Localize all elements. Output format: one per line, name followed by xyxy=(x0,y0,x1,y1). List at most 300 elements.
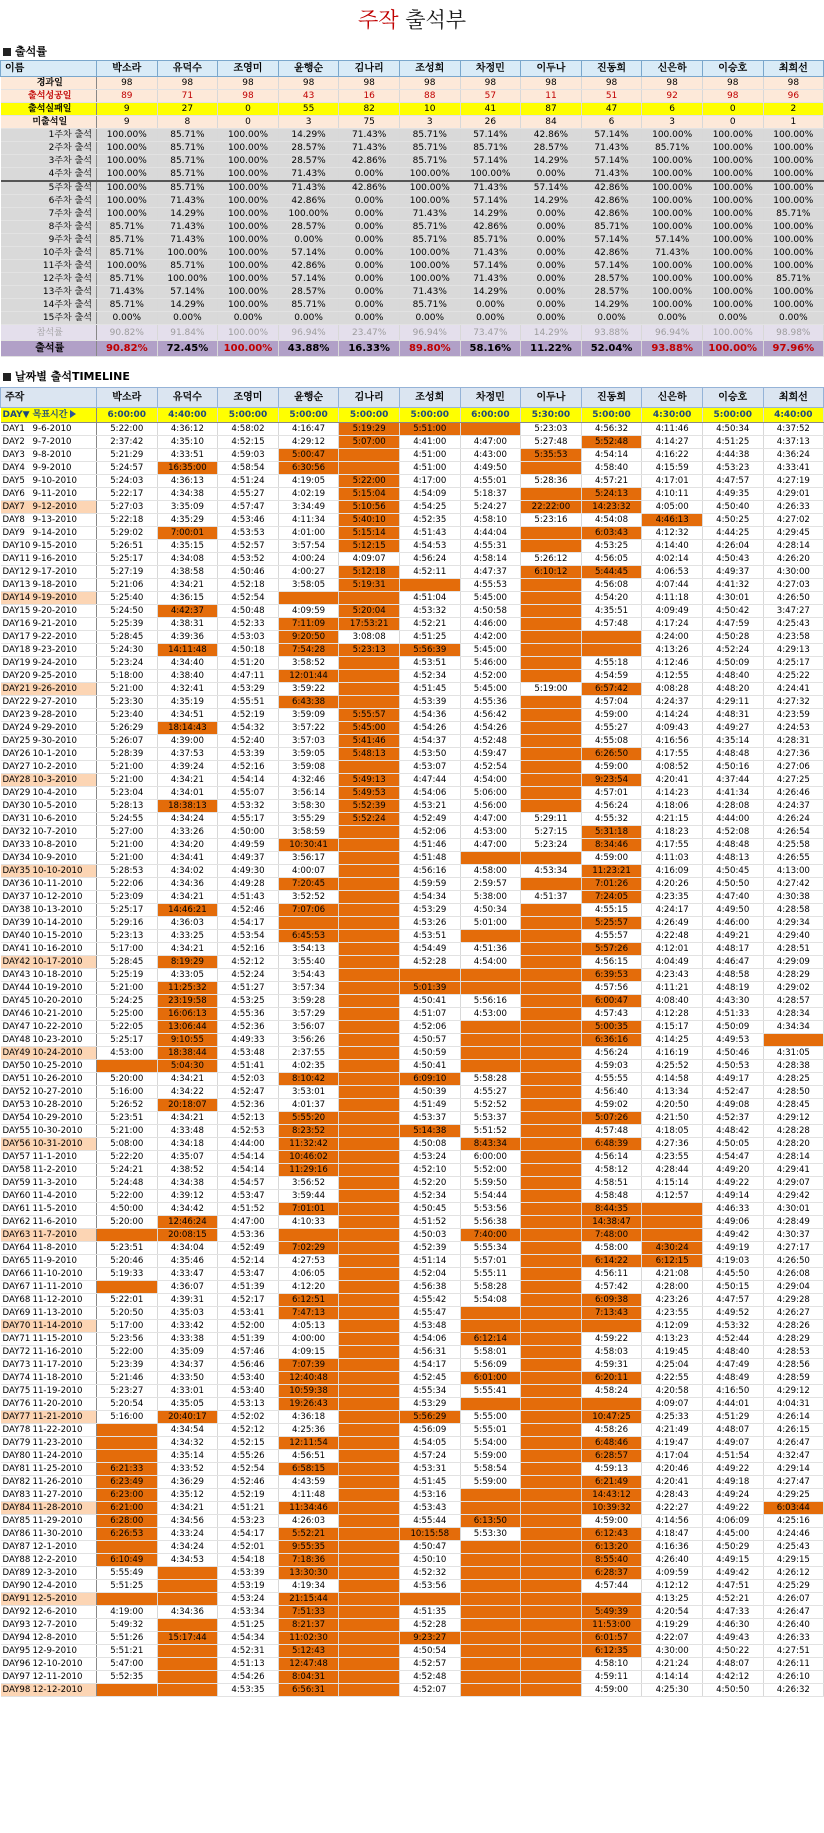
time-cell[interactable]: 5:22:06 xyxy=(97,878,158,891)
week-cell[interactable]: 100.00% xyxy=(642,181,703,195)
time-cell[interactable]: 12:47:48 xyxy=(278,1658,339,1671)
day-label[interactable] xyxy=(1,1645,97,1658)
time-cell[interactable] xyxy=(460,1021,521,1034)
summary-cell[interactable]: 57 xyxy=(460,90,521,103)
time-cell[interactable]: 5:24:30 xyxy=(97,644,158,657)
time-cell[interactable]: 4:54:25 xyxy=(399,501,460,514)
time-cell[interactable] xyxy=(339,1203,400,1216)
time-cell[interactable]: 21:15:44 xyxy=(278,1593,339,1606)
time-cell[interactable]: 4:20:58 xyxy=(642,1385,703,1398)
time-cell[interactable]: 5:57:01 xyxy=(460,1255,521,1268)
time-cell[interactable] xyxy=(521,657,582,670)
time-cell[interactable]: 4:11:21 xyxy=(642,982,703,995)
time-cell[interactable]: 4:52:33 xyxy=(218,618,279,631)
week-label[interactable]: 11주차 출석 xyxy=(1,260,97,273)
time-cell[interactable] xyxy=(521,1398,582,1411)
time-cell[interactable]: 4:50:03 xyxy=(399,1229,460,1242)
time-cell[interactable]: 4:29:04 xyxy=(763,1281,824,1294)
time-cell[interactable]: 4:57:42 xyxy=(581,1281,642,1294)
time-cell[interactable]: 4:52:49 xyxy=(218,1242,279,1255)
time-cell[interactable]: 5:24:27 xyxy=(460,501,521,514)
time-cell[interactable]: 5:22:01 xyxy=(97,1294,158,1307)
time-cell[interactable]: 4:59:47 xyxy=(460,748,521,761)
time-cell[interactable]: 4:52:39 xyxy=(399,1242,460,1255)
time-cell[interactable] xyxy=(521,1593,582,1606)
time-cell[interactable]: 5:49:13 xyxy=(339,774,400,787)
row-label[interactable]: 미출석일 xyxy=(1,116,97,129)
time-cell[interactable]: 7:11:09 xyxy=(278,618,339,631)
time-cell[interactable] xyxy=(521,1528,582,1541)
time-cell[interactable] xyxy=(339,1385,400,1398)
summary-cell[interactable]: 2 xyxy=(763,103,824,116)
time-cell[interactable] xyxy=(339,1502,400,1515)
time-cell[interactable]: 4:32:46 xyxy=(278,774,339,787)
day-label[interactable] xyxy=(1,449,97,462)
week-cell[interactable]: 100.00% xyxy=(763,142,824,155)
time-cell[interactable]: 4:51:20 xyxy=(218,657,279,670)
time-cell[interactable] xyxy=(521,917,582,930)
day-label[interactable] xyxy=(1,865,97,878)
time-cell[interactable]: 4:12:12 xyxy=(642,1580,703,1593)
day-label[interactable] xyxy=(1,579,97,592)
time-cell[interactable]: 5:28:39 xyxy=(97,748,158,761)
time-cell[interactable] xyxy=(339,839,400,852)
time-cell[interactable]: 4:54:26 xyxy=(399,722,460,735)
time-cell[interactable]: 4:06:09 xyxy=(702,1515,763,1528)
time-cell[interactable] xyxy=(521,1268,582,1281)
time-cell[interactable]: 4:29:34 xyxy=(763,917,824,930)
day-label[interactable] xyxy=(1,1060,97,1073)
time-cell[interactable]: 4:34:34 xyxy=(763,1021,824,1034)
time-cell[interactable]: 4:26:49 xyxy=(642,917,703,930)
time-cell[interactable]: 5:22:05 xyxy=(97,1021,158,1034)
time-cell[interactable]: 4:25:36 xyxy=(278,1424,339,1437)
time-cell[interactable]: 4:46:00 xyxy=(702,917,763,930)
time-cell[interactable]: 3:47:27 xyxy=(763,605,824,618)
time-cell[interactable]: 4:51:52 xyxy=(218,1203,279,1216)
time-cell[interactable]: 4:53:47 xyxy=(218,1268,279,1281)
time-cell[interactable]: 4:20:46 xyxy=(642,1463,703,1476)
time-cell[interactable]: 4:51:13 xyxy=(218,1658,279,1671)
time-cell[interactable]: 4:58:51 xyxy=(581,1177,642,1190)
time-cell[interactable]: 4:57:46 xyxy=(218,1346,279,1359)
time-cell[interactable]: 4:51:49 xyxy=(399,1099,460,1112)
time-cell[interactable]: 4:34:54 xyxy=(157,1424,218,1437)
time-cell[interactable]: 4:09:59 xyxy=(642,1567,703,1580)
time-cell[interactable]: 4:49:33 xyxy=(218,1034,279,1047)
week-cell[interactable]: 100.00% xyxy=(399,260,460,273)
time-cell[interactable] xyxy=(460,1047,521,1060)
week-cell[interactable]: 0.00% xyxy=(339,299,400,312)
time-cell[interactable] xyxy=(521,722,582,735)
week-cell[interactable]: 85.71% xyxy=(157,142,218,155)
participation-cell[interactable]: 100.00% xyxy=(218,325,279,341)
time-cell[interactable]: 5:28:45 xyxy=(97,956,158,969)
time-cell[interactable]: 4:34:01 xyxy=(157,787,218,800)
time-cell[interactable]: 7:54:28 xyxy=(278,644,339,657)
time-cell[interactable]: 4:43:30 xyxy=(702,995,763,1008)
name-header[interactable]: 박소라 xyxy=(97,388,158,408)
time-cell[interactable]: 4:12:55 xyxy=(642,670,703,683)
attendance-total-cell[interactable]: 16.33% xyxy=(339,341,400,357)
time-cell[interactable]: 4:27:02 xyxy=(763,514,824,527)
time-cell[interactable]: 4:14:14 xyxy=(642,1671,703,1684)
time-cell[interactable]: 4:53:29 xyxy=(399,1398,460,1411)
time-cell[interactable] xyxy=(763,1034,824,1047)
time-cell[interactable]: 4:28:20 xyxy=(763,1138,824,1151)
time-cell[interactable]: 4:30:37 xyxy=(763,1229,824,1242)
time-cell[interactable]: 4:34:32 xyxy=(157,1437,218,1450)
time-cell[interactable]: 5:26:07 xyxy=(97,735,158,748)
time-cell[interactable]: 4:49:52 xyxy=(702,1307,763,1320)
name-header[interactable]: 조영미 xyxy=(218,388,279,408)
time-cell[interactable]: 4:53:29 xyxy=(399,904,460,917)
time-cell[interactable]: 9:23:54 xyxy=(581,774,642,787)
name-header[interactable]: 이두나 xyxy=(521,61,582,77)
attendance-total-cell[interactable]: 72.45% xyxy=(157,341,218,357)
time-cell[interactable] xyxy=(521,774,582,787)
time-cell[interactable]: 4:52:10 xyxy=(399,1164,460,1177)
time-cell[interactable]: 4:34:56 xyxy=(157,1515,218,1528)
time-cell[interactable]: 4:53:00 xyxy=(97,1047,158,1060)
time-cell[interactable]: 4:50:00 xyxy=(218,826,279,839)
time-cell[interactable]: 4:14:24 xyxy=(642,709,703,722)
time-cell[interactable]: 4:53:19 xyxy=(218,1580,279,1593)
time-cell[interactable]: 4:54:53 xyxy=(399,540,460,553)
time-cell[interactable]: 4:50:28 xyxy=(702,631,763,644)
time-cell[interactable] xyxy=(521,1619,582,1632)
time-cell[interactable]: 4:47:40 xyxy=(702,891,763,904)
time-cell[interactable]: 4:52:45 xyxy=(399,1372,460,1385)
time-cell[interactable]: 8:10:42 xyxy=(278,1073,339,1086)
time-cell[interactable]: 4:23:35 xyxy=(642,891,703,904)
time-cell[interactable] xyxy=(460,852,521,865)
time-cell[interactable]: 4:27:53 xyxy=(278,1255,339,1268)
week-cell[interactable]: 100.00% xyxy=(702,273,763,286)
time-cell[interactable]: 5:21:00 xyxy=(97,761,158,774)
time-cell[interactable] xyxy=(97,1424,158,1437)
time-cell[interactable]: 4:34:36 xyxy=(157,1606,218,1619)
time-cell[interactable]: 4:34:24 xyxy=(157,1541,218,1554)
time-cell[interactable]: 4:57:43 xyxy=(581,1008,642,1021)
time-cell[interactable]: 4:13:00 xyxy=(763,865,824,878)
time-cell[interactable] xyxy=(339,1567,400,1580)
time-cell[interactable]: 4:57:56 xyxy=(581,982,642,995)
time-cell[interactable]: 4:44:25 xyxy=(702,527,763,540)
time-cell[interactable]: 4:52:00 xyxy=(460,670,521,683)
week-cell[interactable]: 100.00% xyxy=(218,299,279,312)
week-cell[interactable]: 57.14% xyxy=(581,234,642,247)
time-cell[interactable]: 4:04:49 xyxy=(642,956,703,969)
week-cell[interactable]: 100.00% xyxy=(642,299,703,312)
time-cell[interactable]: 4:58:54 xyxy=(218,462,279,475)
time-cell[interactable]: 5:15:04 xyxy=(339,488,400,501)
time-cell[interactable]: 12:11:54 xyxy=(278,1437,339,1450)
week-cell[interactable]: 100.00% xyxy=(218,286,279,299)
time-cell[interactable]: 4:09:49 xyxy=(642,605,703,618)
week-cell[interactable]: 42.86% xyxy=(339,181,400,195)
time-cell[interactable]: 6:48:39 xyxy=(581,1138,642,1151)
time-cell[interactable]: 4:49:18 xyxy=(702,1476,763,1489)
day-label[interactable] xyxy=(1,891,97,904)
time-cell[interactable] xyxy=(521,631,582,644)
time-cell[interactable]: 7:51:33 xyxy=(278,1606,339,1619)
time-cell[interactable]: 4:11:18 xyxy=(642,592,703,605)
week-cell[interactable]: 14.29% xyxy=(521,155,582,168)
week-cell[interactable]: 85.71% xyxy=(157,168,218,182)
time-cell[interactable]: 3:57:22 xyxy=(278,722,339,735)
time-cell[interactable] xyxy=(521,1086,582,1099)
week-cell[interactable]: 85.71% xyxy=(763,208,824,221)
time-cell[interactable]: 4:17:01 xyxy=(642,475,703,488)
time-cell[interactable]: 4:51:27 xyxy=(218,982,279,995)
week-cell[interactable]: 42.86% xyxy=(460,221,521,234)
time-cell[interactable]: 4:23:26 xyxy=(642,1294,703,1307)
week-cell[interactable]: 71.43% xyxy=(399,286,460,299)
time-cell[interactable]: 4:54:14 xyxy=(218,1151,279,1164)
time-cell[interactable]: 4:26:50 xyxy=(763,592,824,605)
time-cell[interactable]: 4:49:50 xyxy=(460,462,521,475)
time-cell[interactable] xyxy=(460,1307,521,1320)
week-cell[interactable]: 0.00% xyxy=(339,168,400,182)
time-cell[interactable]: 8:19:29 xyxy=(157,956,218,969)
time-cell[interactable]: 4:38:40 xyxy=(157,670,218,683)
time-cell[interactable] xyxy=(521,1021,582,1034)
attendance-total-cell[interactable]: 93.88% xyxy=(642,341,703,357)
time-cell[interactable]: 5:27:00 xyxy=(97,826,158,839)
week-cell[interactable]: 100.00% xyxy=(399,195,460,208)
time-cell[interactable]: 4:57:01 xyxy=(581,787,642,800)
time-cell[interactable]: 4:59:00 xyxy=(581,709,642,722)
time-cell[interactable]: 4:11:48 xyxy=(278,1489,339,1502)
time-cell[interactable]: 4:38:52 xyxy=(157,1164,218,1177)
day-label[interactable] xyxy=(1,904,97,917)
week-cell[interactable]: 85.71% xyxy=(157,155,218,168)
time-cell[interactable]: 4:34:04 xyxy=(157,1242,218,1255)
time-cell[interactable]: 5:21:06 xyxy=(97,579,158,592)
time-cell[interactable]: 4:30:38 xyxy=(763,891,824,904)
week-cell[interactable]: 14.29% xyxy=(460,286,521,299)
time-cell[interactable]: 4:12:57 xyxy=(642,1190,703,1203)
time-cell[interactable]: 4:29:14 xyxy=(763,1463,824,1476)
time-cell[interactable]: 4:33:51 xyxy=(157,449,218,462)
time-cell[interactable]: 4:29:12 xyxy=(278,436,339,449)
time-cell[interactable]: 4:11:46 xyxy=(642,423,703,436)
summary-cell[interactable]: 0 xyxy=(702,116,763,129)
day-label[interactable] xyxy=(1,436,97,449)
time-cell[interactable]: 5:25:39 xyxy=(97,618,158,631)
time-cell[interactable]: 4:51:45 xyxy=(399,683,460,696)
time-cell[interactable]: 4:50:05 xyxy=(702,1138,763,1151)
day-label[interactable] xyxy=(1,1450,97,1463)
time-cell[interactable]: 4:52:44 xyxy=(702,1333,763,1346)
time-cell[interactable] xyxy=(521,1138,582,1151)
week-cell[interactable]: 100.00% xyxy=(97,195,158,208)
time-cell[interactable]: 4:59:59 xyxy=(399,878,460,891)
time-cell[interactable]: 5:25:17 xyxy=(97,904,158,917)
time-cell[interactable] xyxy=(521,1229,582,1242)
time-cell[interactable]: 4:49:35 xyxy=(702,488,763,501)
time-cell[interactable]: 4:59:31 xyxy=(581,1359,642,1372)
time-cell[interactable]: 4:55:01 xyxy=(460,475,521,488)
day-label[interactable] xyxy=(1,852,97,865)
time-cell[interactable]: 10:59:38 xyxy=(278,1385,339,1398)
time-cell[interactable] xyxy=(460,1684,521,1697)
week-cell[interactable]: 42.86% xyxy=(581,195,642,208)
time-cell[interactable]: 4:49:21 xyxy=(702,930,763,943)
time-cell[interactable]: 5:52:48 xyxy=(581,436,642,449)
time-cell[interactable] xyxy=(581,1593,642,1606)
time-cell[interactable]: 4:27:47 xyxy=(763,1476,824,1489)
time-cell[interactable]: 5:25:40 xyxy=(97,592,158,605)
time-cell[interactable] xyxy=(339,1450,400,1463)
time-cell[interactable]: 4:49:42 xyxy=(702,1567,763,1580)
time-cell[interactable]: 6:12:15 xyxy=(642,1255,703,1268)
week-cell[interactable]: 100.00% xyxy=(642,208,703,221)
time-cell[interactable]: 5:54:08 xyxy=(460,1294,521,1307)
day-label[interactable] xyxy=(1,1034,97,1047)
time-cell[interactable]: 4:28:59 xyxy=(763,1372,824,1385)
week-cell[interactable]: 100.00% xyxy=(702,208,763,221)
time-cell[interactable] xyxy=(97,1684,158,1697)
time-cell[interactable]: 5:01:00 xyxy=(460,917,521,930)
time-cell[interactable]: 4:44:38 xyxy=(702,449,763,462)
time-cell[interactable]: 4:32:47 xyxy=(763,1450,824,1463)
week-cell[interactable]: 0.00% xyxy=(763,312,824,325)
time-cell[interactable]: 6:12:35 xyxy=(581,1645,642,1658)
time-cell[interactable]: 4:50:16 xyxy=(702,761,763,774)
summary-cell[interactable]: 47 xyxy=(581,103,642,116)
day-label[interactable] xyxy=(1,1424,97,1437)
time-cell[interactable]: 4:44:01 xyxy=(702,1398,763,1411)
day-label[interactable] xyxy=(1,943,97,956)
time-cell[interactable]: 4:50:57 xyxy=(399,1034,460,1047)
day-label[interactable] xyxy=(1,1177,97,1190)
time-cell[interactable]: 4:51:43 xyxy=(399,527,460,540)
attendance-total-cell[interactable]: 11.22% xyxy=(521,341,582,357)
week-cell[interactable]: 85.71% xyxy=(399,221,460,234)
time-cell[interactable] xyxy=(521,852,582,865)
time-cell[interactable]: 6:03:43 xyxy=(581,527,642,540)
time-cell[interactable]: 5:23:51 xyxy=(97,1112,158,1125)
time-cell[interactable]: 8:21:37 xyxy=(278,1619,339,1632)
target-time-cell[interactable]: 5:00:00 xyxy=(399,408,460,423)
time-cell[interactable]: 4:55:18 xyxy=(581,657,642,670)
time-cell[interactable] xyxy=(521,969,582,982)
week-cell[interactable]: 100.00% xyxy=(218,195,279,208)
time-cell[interactable] xyxy=(97,1541,158,1554)
time-cell[interactable]: 4:52:37 xyxy=(702,1112,763,1125)
day-label[interactable] xyxy=(1,1164,97,1177)
time-cell[interactable]: 4:33:26 xyxy=(157,826,218,839)
time-cell[interactable]: 4:49:19 xyxy=(702,1242,763,1255)
time-cell[interactable]: 4:51:41 xyxy=(218,1060,279,1073)
time-cell[interactable]: 4:02:19 xyxy=(278,488,339,501)
time-cell[interactable]: 4:59:02 xyxy=(581,1099,642,1112)
time-cell[interactable] xyxy=(97,1229,158,1242)
time-cell[interactable]: 4:16:09 xyxy=(642,865,703,878)
week-cell[interactable]: 100.00% xyxy=(218,221,279,234)
day-label[interactable] xyxy=(1,1320,97,1333)
time-cell[interactable]: 4:54:00 xyxy=(460,956,521,969)
summary-cell[interactable]: 98 xyxy=(763,77,824,90)
time-cell[interactable] xyxy=(97,1450,158,1463)
time-cell[interactable]: 4:50:34 xyxy=(702,423,763,436)
summary-cell[interactable]: 98 xyxy=(702,90,763,103)
time-cell[interactable]: 4:47:37 xyxy=(460,566,521,579)
attendance-total-cell[interactable]: 89.80% xyxy=(399,341,460,357)
time-cell[interactable] xyxy=(521,1255,582,1268)
time-cell[interactable]: 4:52:07 xyxy=(399,1684,460,1697)
week-cell[interactable]: 100.00% xyxy=(763,221,824,234)
week-label[interactable]: 14주차 출석 xyxy=(1,299,97,312)
time-cell[interactable] xyxy=(460,1489,521,1502)
row-label[interactable]: 출석성공일 xyxy=(1,90,97,103)
time-cell[interactable]: 4:28:57 xyxy=(763,995,824,1008)
time-cell[interactable] xyxy=(157,1593,218,1606)
time-cell[interactable]: 4:17:55 xyxy=(642,839,703,852)
time-cell[interactable] xyxy=(339,1216,400,1229)
time-cell[interactable]: 4:52:00 xyxy=(218,1320,279,1333)
participation-cell[interactable]: 96.94% xyxy=(642,325,703,341)
time-cell[interactable]: 4:51:46 xyxy=(399,839,460,852)
summary-cell[interactable]: 98 xyxy=(521,77,582,90)
participation-cell[interactable]: 23.47% xyxy=(339,325,400,341)
time-cell[interactable]: 4:26:07 xyxy=(763,1593,824,1606)
day-label[interactable] xyxy=(1,1216,97,1229)
time-cell[interactable]: 4:51:25 xyxy=(218,1619,279,1632)
time-cell[interactable]: 4:56:38 xyxy=(399,1281,460,1294)
time-cell[interactable]: 4:52:40 xyxy=(218,735,279,748)
time-cell[interactable]: 4:59:00 xyxy=(581,1684,642,1697)
time-cell[interactable]: 5:58:01 xyxy=(460,1346,521,1359)
time-cell[interactable]: 4:51:14 xyxy=(399,1255,460,1268)
time-cell[interactable]: 4:52:48 xyxy=(399,1671,460,1684)
time-cell[interactable]: 6:26:53 xyxy=(97,1528,158,1541)
time-cell[interactable] xyxy=(339,1515,400,1528)
time-cell[interactable] xyxy=(521,462,582,475)
time-cell[interactable] xyxy=(339,683,400,696)
time-cell[interactable] xyxy=(278,592,339,605)
time-cell[interactable]: 7:00:01 xyxy=(157,527,218,540)
summary-cell[interactable]: 0 xyxy=(218,116,279,129)
time-cell[interactable]: 4:53:00 xyxy=(460,826,521,839)
time-cell[interactable]: 4:52:28 xyxy=(399,956,460,969)
week-cell[interactable]: 100.00% xyxy=(399,273,460,286)
time-cell[interactable]: 4:53:32 xyxy=(702,1320,763,1333)
week-label[interactable]: 8주차 출석 xyxy=(1,221,97,234)
time-cell[interactable]: 4:47:57 xyxy=(702,475,763,488)
time-cell[interactable] xyxy=(521,1632,582,1645)
week-cell[interactable]: 85.71% xyxy=(642,142,703,155)
time-cell[interactable]: 3:57:29 xyxy=(278,1008,339,1021)
time-cell[interactable]: 4:58:40 xyxy=(581,462,642,475)
time-cell[interactable]: 4:58:48 xyxy=(581,1190,642,1203)
time-cell[interactable]: 5:07:26 xyxy=(581,1112,642,1125)
time-cell[interactable] xyxy=(339,462,400,475)
time-cell[interactable]: 5:20:46 xyxy=(97,1255,158,1268)
time-cell[interactable]: 4:55:08 xyxy=(581,735,642,748)
time-cell[interactable]: 4:38:31 xyxy=(157,618,218,631)
week-cell[interactable]: 85.71% xyxy=(157,260,218,273)
time-cell[interactable]: 10:47:25 xyxy=(581,1411,642,1424)
time-cell[interactable]: 4:19:00 xyxy=(97,1606,158,1619)
summary-cell[interactable]: 6 xyxy=(642,103,703,116)
time-cell[interactable]: 4:51:33 xyxy=(702,1008,763,1021)
time-cell[interactable]: 4:33:01 xyxy=(157,1385,218,1398)
summary-cell[interactable]: 6 xyxy=(581,116,642,129)
time-cell[interactable]: 4:08:52 xyxy=(642,761,703,774)
